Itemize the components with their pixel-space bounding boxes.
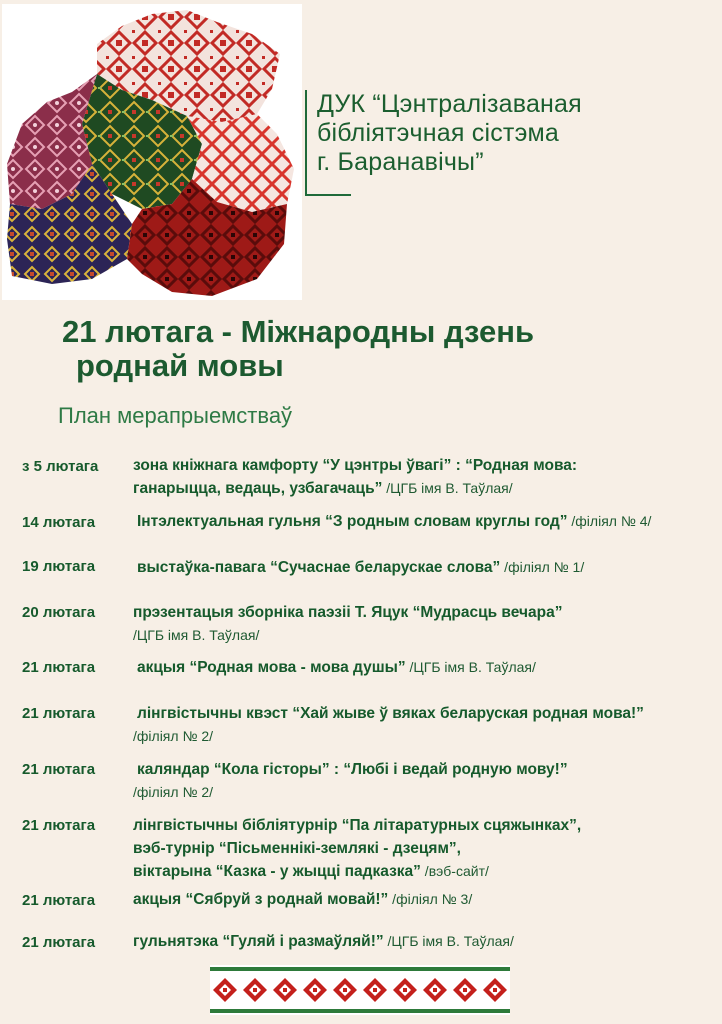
organization-block — [305, 90, 705, 200]
org-title-line1: ДУК “Цэнтралізаваная — [317, 90, 582, 118]
event-line: акцыя “Родная мова - мова душы” — [137, 659, 406, 676]
event-description — [133, 758, 718, 804]
event-description — [133, 656, 718, 679]
event-location: /ЦГБ імя В. Таўлая/ — [133, 627, 260, 643]
event-description — [133, 888, 718, 911]
event-line: зона кніжнага камфорту “У цэнтры ўвагі” : “Родная мова: — [133, 457, 578, 474]
event-location: /ЦГБ імя В. Таўлая/ — [405, 659, 536, 675]
event-date: 21 лютага — [22, 705, 96, 722]
event-location: /філіял № 3/ — [388, 891, 473, 907]
event-location: /філіял № 2/ — [133, 728, 214, 744]
embroidery-ornament-band — [210, 965, 510, 1015]
event-location: /філіял № 1/ — [500, 559, 585, 575]
event-date: з 5 лютага — [22, 458, 99, 475]
event-date: 21 лютага — [22, 817, 96, 834]
event-date: 21 лютага — [22, 934, 96, 951]
organization-title — [317, 90, 582, 177]
org-title-line3: г. Баранавічы” — [317, 148, 484, 176]
event-date: 19 лютага — [22, 558, 96, 575]
accent-horizontal-line — [305, 194, 351, 196]
event-line: акцыя “Сябруй з роднай мовай!” — [133, 891, 389, 908]
event-description — [133, 601, 718, 647]
event-date: 21 лютага — [22, 761, 96, 778]
org-title-line2: бібліятэчная сістэма — [317, 119, 560, 147]
accent-vertical-line — [305, 90, 307, 196]
event-date: 20 лютага — [22, 604, 96, 621]
event-description — [133, 930, 718, 953]
event-line: ганарыцца, ведаць, узбагачаць” — [133, 480, 383, 497]
page-headline — [62, 315, 702, 383]
event-description — [133, 556, 718, 579]
event-description — [133, 702, 718, 748]
event-description — [133, 814, 718, 883]
event-line: прэзентацыя зборніка паэзіі Т. Яцук “Мудрасць вечара” — [133, 604, 563, 621]
event-line: Інтэлектуальная гульня “З родным словам круглы год” — [137, 513, 568, 530]
event-date: 14 лютага — [22, 514, 96, 531]
event-line: каляндар “Кола гісторы” : “Любі і ведай родную мову!” — [137, 761, 568, 778]
event-location: /філіял № 4/ — [567, 513, 652, 529]
event-line: лінгвістычны квэст “Хай жыве ў вяках беларуская родная мова!” — [137, 705, 644, 722]
event-line: выстаўка-павага “Сучаснае беларускае слова” — [137, 559, 501, 576]
event-line: вэб-турнір “Пісьменнікі-землякі - дзецям”, — [133, 840, 461, 857]
belarus-embroidery-map — [2, 4, 302, 300]
event-date: 21 лютага — [22, 892, 96, 909]
event-location: /ЦГБ імя В. Таўлая/ — [382, 480, 513, 496]
event-description — [133, 510, 718, 533]
headline-line2: роднай мовы — [76, 348, 284, 383]
headline-line1: 21 лютага - Міжнародны дзень — [62, 314, 535, 349]
event-line: віктарына “Казка - у жыцці падказка” — [133, 863, 421, 880]
event-description — [133, 454, 718, 500]
event-date: 21 лютага — [22, 659, 96, 676]
event-line: гульнятэка “Гуляй і размаўляй!” — [133, 933, 384, 950]
event-location: /філіял № 2/ — [133, 784, 214, 800]
event-line: лінгвістычны бібліятурнір “Па літаратурных сцяжынках”, — [133, 817, 582, 834]
plan-title: План мерапрыемстваў — [58, 403, 293, 428]
event-location: /ЦГБ імя В. Таўлая/ — [383, 933, 514, 949]
event-location: /вэб-сайт/ — [420, 863, 489, 879]
